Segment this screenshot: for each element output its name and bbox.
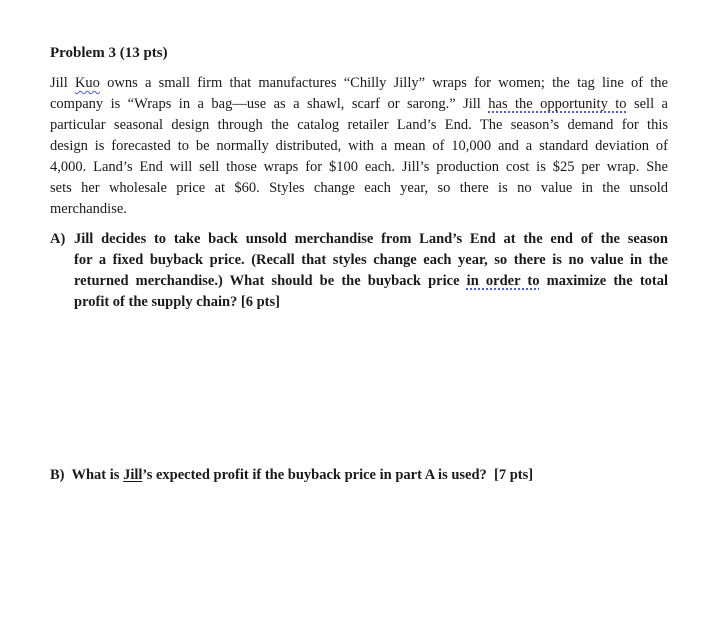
question-line: Jill decides to take back unsold merchandise from Land’s End at the end of the season <box>74 231 668 247</box>
statement-text: Jill <box>50 75 75 91</box>
question-line: for a fixed buyback price. (Recall that styles change each year, so there is no value in the <box>74 252 668 268</box>
statement-line: design is forecasted to be normally distributed, with a mean of 10,000 and a standard deviation of <box>50 138 668 154</box>
question-text: What is <box>64 467 124 483</box>
question-text: ’s expected profit if the buyback price in part A is used? [7 pts] <box>142 467 534 483</box>
part-b-label: B) <box>50 467 65 483</box>
part-a-body <box>74 229 668 313</box>
part-b-question <box>50 465 533 486</box>
statement-line: 4,000. Land’s End will sell those wraps for $100 each. Jill’s production cost is $25 per wrap. She <box>50 159 668 175</box>
statement-text: owns a small firm that manufactures “Chilly Jilly” wraps for women; the tag line of the <box>99 75 668 91</box>
spellcheck-word: Kuo <box>74 75 100 91</box>
question-text: returned merchandise.) What should be the buyback price <box>74 273 467 289</box>
question-text: maximize the total <box>539 273 669 289</box>
statement-line: merchandise. <box>50 201 127 217</box>
statement-line: particular seasonal design through the catalog retailer Land’s End. The season’s demand for this <box>50 117 668 133</box>
statement-text: company is “Wraps in a bag—use as a shawl, scarf or sarong.” Jill <box>50 96 489 112</box>
statement-line: sets her wholesale price at $60. Styles change each year, so there is no value in the unsold <box>50 180 668 196</box>
question-line <box>74 271 668 292</box>
statement-text: sell a <box>626 96 668 112</box>
problem-statement <box>50 73 668 220</box>
grammar-check-phrase: has the opportunity to <box>488 96 627 112</box>
grammar-check-phrase: in order to <box>466 273 540 289</box>
statement-line <box>50 73 668 94</box>
question-line: profit of the supply chain? [6 pts] <box>74 294 280 310</box>
part-a-label: A) <box>50 231 66 247</box>
statement-line <box>50 94 668 115</box>
underlined-word: Jill <box>123 467 143 483</box>
problem-heading: Problem 3 (13 pts) <box>50 45 168 61</box>
